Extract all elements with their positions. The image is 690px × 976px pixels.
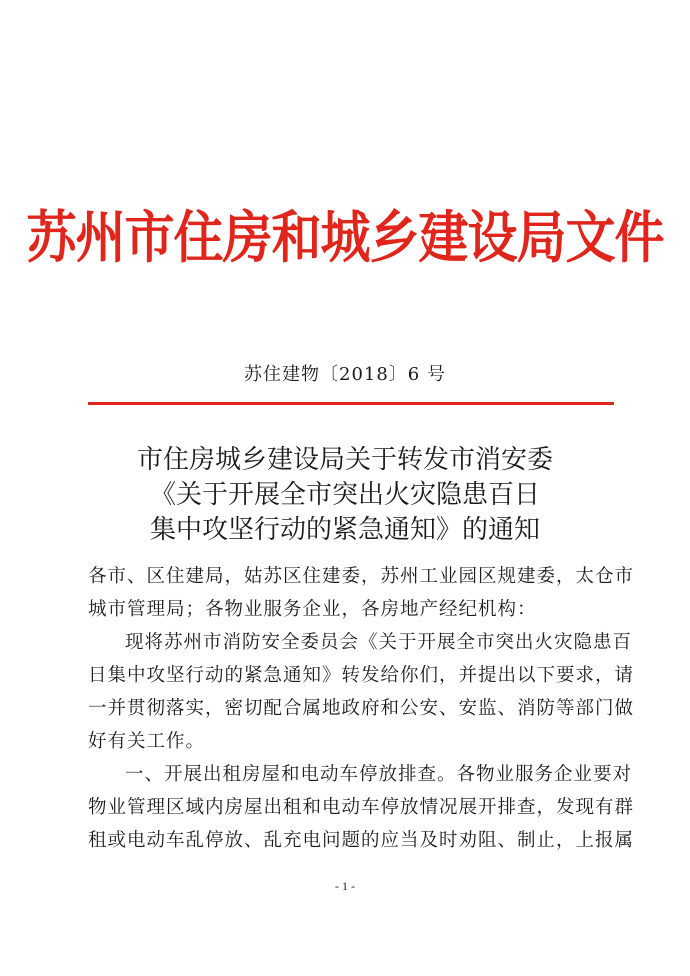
paragraph-1-line-4: 好有关工作。 bbox=[88, 731, 206, 752]
notice-subject-title bbox=[0, 443, 690, 548]
document-number: 苏住建物〔2018〕6 号 bbox=[244, 364, 446, 385]
paragraph-1-line-3: 一并贯彻落实，密切配合属地政府和公安、安监、消防等部门做 bbox=[88, 698, 635, 719]
document-header-title: 苏州市住房和城乡建设局文件 bbox=[26, 204, 664, 271]
subject-line-1: 市住房城乡建设局关于转发市消安委 bbox=[136, 445, 553, 475]
red-divider-rule bbox=[88, 402, 614, 405]
subject-line-3: 集中攻坚行动的紧急通知》的通知 bbox=[149, 515, 540, 545]
page-number: - 1 - bbox=[335, 879, 355, 893]
addressee-line-1: 各市、区住建局，姑苏区住建委，苏州工业园区规建委，太仓市 bbox=[88, 566, 635, 587]
paragraph-2-line-3: 租或电动车乱停放、乱充电问题的应当及时劝阻、制止，上报属 bbox=[88, 830, 635, 851]
paragraph-2-line-2: 物业管理区域内房屋出租和电动车停放情况展开排查，发现有群 bbox=[88, 797, 635, 818]
paragraph-1-line-2: 日集中攻坚行动的紧急通知》转发给你们，并提出以下要求，请 bbox=[88, 665, 635, 686]
notice-body bbox=[88, 560, 635, 857]
paragraph-1-line-1: 现将苏州市消防安全委员会《关于开展全市突出火灾隐患百 bbox=[125, 632, 633, 653]
addressee-line-2: 城市管理局；各物业服务企业，各房地产经纪机构： bbox=[88, 599, 537, 620]
paragraph-2-line-1: 一、开展出租房屋和电动车停放排查。各物业服务企业要对 bbox=[125, 764, 633, 785]
subject-line-2: 《关于开展全市突出火灾隐患百日 bbox=[149, 480, 540, 510]
